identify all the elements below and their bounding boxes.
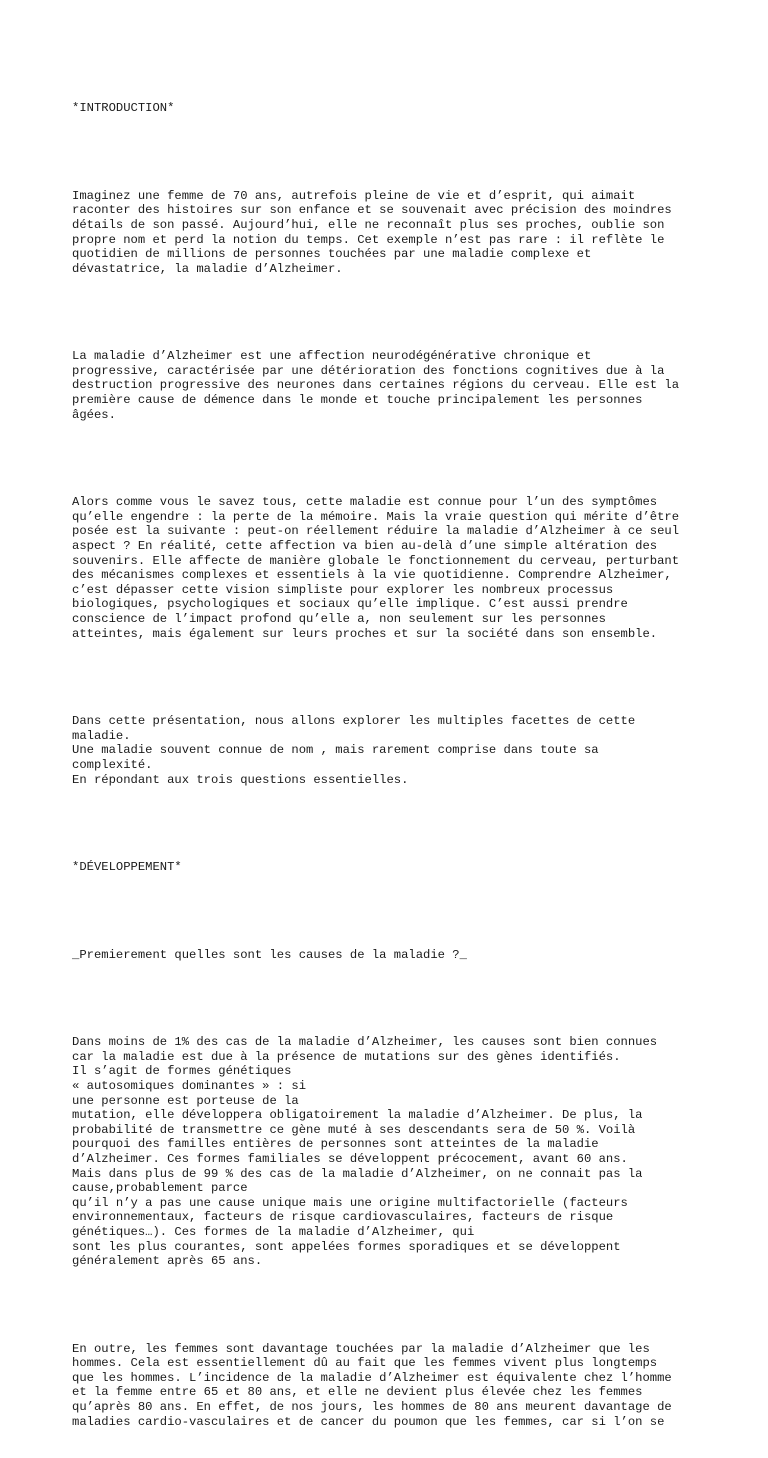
paragraph-gap bbox=[72, 816, 712, 831]
text-line: maladies cardio-vasculaires et de cancer du poumon que les femmes, car si l’on se bbox=[72, 1414, 665, 1429]
text-line: détails de son passé. Aujourd’hui, elle ne reconnaît plus ses proches, oublie son bbox=[72, 217, 665, 232]
text-line: destruction progressive des neurones dans certaines régions du cerveau. Elle est la bbox=[72, 378, 680, 393]
text-line: maladie. bbox=[72, 728, 131, 743]
text-line: qu’après 80 ans. En effet, de nos jours, les hommes de 80 ans meurent davantage de bbox=[72, 1400, 672, 1415]
intro-paragraph-2 bbox=[72, 349, 712, 422]
text-line: Imaginez une femme de 70 ans, autrefois pleine de vie et d’esprit, qui aimait bbox=[72, 188, 636, 203]
paragraph-gap bbox=[72, 904, 712, 919]
dev-paragraph-2 bbox=[72, 1342, 712, 1430]
text-line: souvenirs. Elle affecte de manière globale le fonctionnement du cerveau, perturbant bbox=[72, 553, 680, 568]
text-line: qu’il n’y a pas une cause unique mais une origine multifactorielle (facteurs bbox=[72, 1195, 628, 1210]
text-line: génétiques…). Ces formes de la maladie d’Alzheimer, qui bbox=[72, 1224, 475, 1239]
text-line: quotidien de millions de personnes touchées par une maladie complexe et bbox=[72, 247, 592, 262]
paragraph-gap bbox=[72, 306, 712, 321]
text-line: qu’elle engendre : la perte de la mémoire. Mais la vraie question qui mérite d’être bbox=[72, 509, 680, 524]
text-line: Une maladie souvent connue de nom , mais rarement comprise dans toute sa bbox=[72, 743, 599, 758]
text-line: car la maladie est due à la présence de mutations sur des gènes identifiés. bbox=[72, 1049, 621, 1064]
text-line: Dans moins de 1% des cas de la maladie d’Alzheimer, les causes sont bien connues bbox=[72, 1035, 658, 1050]
section-question: _Premierement quelles sont les causes de la maladie ?_ bbox=[72, 947, 467, 962]
text-line: aspect ? En réalité, cette affection va bien au-delà d’une simple altération des bbox=[72, 539, 658, 553]
text-line: c’est dépasser cette vision simpliste pour explorer les nombreux processus bbox=[72, 582, 614, 597]
text-line: La maladie d’Alzheimer est une affection neurodégénérative chronique et bbox=[72, 349, 592, 364]
text-line: « autosomiques dominantes » : si bbox=[72, 1078, 307, 1093]
text-line: Mais dans plus de 99 % des cas de la maladie d’Alzheimer, on ne connait pas la bbox=[72, 1166, 643, 1181]
text-line: Dans cette présentation, nous allons explorer les multiples facettes de cette bbox=[72, 714, 636, 729]
text-line: première cause de démence dans le monde et touche principalement les personnes bbox=[72, 393, 643, 408]
text-line: complexité. bbox=[72, 757, 153, 772]
text-line: En outre, les femmes sont davantage touchées par la maladie d’Alzheimer que les bbox=[72, 1341, 650, 1356]
text-line: cause,probablement parce bbox=[72, 1181, 248, 1196]
text-line: et la femme entre 65 et 80 ans, et elle ne devient plus élevée chez les femmes bbox=[72, 1385, 643, 1400]
text-line: mutation, elle développera obligatoirement la maladie d’Alzheimer. De plus, la bbox=[72, 1108, 643, 1123]
text-line: d’Alzheimer. Ces formes familiales se développent précocement, avant 60 ans. bbox=[72, 1151, 628, 1166]
text-line: environnementaux, facteurs de risque cardiovasculaires, facteurs de risque bbox=[72, 1210, 614, 1225]
text-line: hommes. Cela est essentiellement dû au fait que les femmes vivent plus longtemps bbox=[72, 1356, 658, 1371]
paragraph-gap bbox=[72, 991, 712, 1006]
text-line: pourquoi des familles entières de personnes sont atteintes de la maladie bbox=[72, 1137, 599, 1152]
text-line: sont les plus courantes, sont appelées formes sporadiques et se développent bbox=[72, 1239, 621, 1254]
text-line: une personne est porteuse de la bbox=[72, 1093, 299, 1108]
text-line: atteintes, mais également sur leurs proches et sur la société dans son ensemble. bbox=[72, 626, 658, 641]
text-line: progressive, caractérisée par une détérioration des fonctions cognitives due à la bbox=[72, 363, 665, 378]
text-line: propre nom et perd la notion du temps. Cet exemple n’est pas rare : il reflète le bbox=[72, 232, 665, 247]
text-line: dévastatrice, la maladie d’Alzheimer. bbox=[72, 261, 343, 276]
text-line: probabilité de transmettre ce gène muté à ses descendants sera de 50 %. Voilà bbox=[72, 1122, 636, 1137]
paragraph-gap bbox=[72, 145, 712, 160]
text-line: En répondant aux trois questions essentielles. bbox=[72, 772, 409, 787]
developpement-heading: *DÉVELOPPEMENT* bbox=[72, 860, 182, 875]
intro-paragraph-4 bbox=[72, 714, 712, 787]
text-line: Il s’agit de formes génétiques bbox=[72, 1064, 292, 1079]
intro-paragraph-3 bbox=[72, 495, 712, 641]
text-line: conscience de l’impact profond qu’elle a, non seulement sur les personnes bbox=[72, 611, 606, 626]
text-line: âgées. bbox=[72, 407, 116, 422]
paragraph-gap bbox=[72, 670, 712, 685]
text-line: que les hommes. L’incidence de la maladie d’Alzheimer est équivalente chez l’homme bbox=[72, 1370, 672, 1385]
text-line: raconter des histoires sur son enfance et se souvenait avec précision des moindres bbox=[72, 203, 672, 218]
document-body bbox=[72, 72, 712, 1458]
dev-paragraph-1 bbox=[72, 1035, 712, 1269]
intro-paragraph-1 bbox=[72, 189, 712, 277]
paragraph-gap bbox=[72, 1298, 712, 1313]
text-line: généralement après 65 ans. bbox=[72, 1254, 263, 1269]
text-line: posée est la suivante : peut-on réellement réduire la maladie d’Alzheimer à ce seul bbox=[72, 524, 680, 539]
text-line: biologiques, psychologiques et sociaux qu’elle implique. C’est aussi prendre bbox=[72, 597, 628, 612]
paragraph-gap bbox=[72, 451, 712, 466]
text-line: des mécanismes complexes et essentiels à la vie quotidienne. Comprendre Alzheimer, bbox=[72, 568, 672, 583]
text-line: Alors comme vous le savez tous, cette maladie est connue pour l’un des symptômes bbox=[72, 495, 658, 510]
introduction-heading: *INTRODUCTION* bbox=[72, 101, 175, 116]
